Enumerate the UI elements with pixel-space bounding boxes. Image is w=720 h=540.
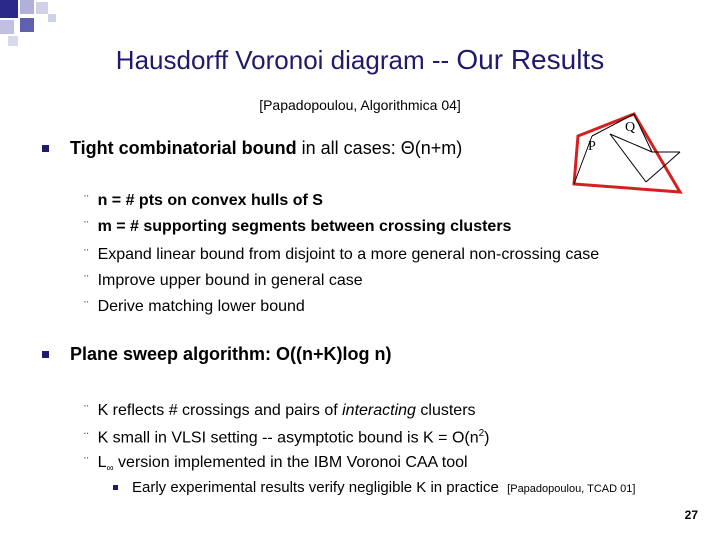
corner-square xyxy=(20,18,34,32)
bullet-square xyxy=(42,145,49,152)
sub-item: ¨ Derive matching lower bound xyxy=(84,298,305,315)
corner-square xyxy=(0,20,14,34)
sub-item: ¨ m = # supporting segments between crossing clusters xyxy=(84,218,512,235)
bullet-square xyxy=(42,351,49,358)
title-highlight: Our Results xyxy=(456,44,605,75)
figure-edge xyxy=(646,152,680,182)
sub-item: ¨ K small in VLSI setting -- asymptotic bound is $K = O(n^2)$ xyxy=(84,428,490,447)
sub-sub-item: Early experimental results verify negligible K in practice [Papadopoulou, TCAD 01] xyxy=(132,479,636,496)
label-p: P xyxy=(588,139,596,154)
corner-square xyxy=(36,2,48,14)
page-number: 27 xyxy=(684,508,698,522)
bullet-square-small xyxy=(113,485,118,490)
corner-square xyxy=(48,14,56,22)
bullet-1 xyxy=(70,138,462,159)
citation: [Papadopoulou, Algorithmica 04] xyxy=(259,97,461,113)
sub-item: ¨ Expand linear bound from disjoint to a more general non-crossing case xyxy=(84,246,600,263)
bullet-2: Plane sweep algorithm: O((n+K)log n) xyxy=(70,344,392,364)
sub-item: ¨ $L_\infty$ version implemented in the IBM Voronoi CAA tool xyxy=(84,454,468,475)
title-main: Hausdorff Voronoi diagram -- xyxy=(115,45,457,75)
bullet-1-rest: in all cases: Θ(n+m) xyxy=(296,138,463,158)
label-q: Q xyxy=(625,120,636,135)
figure-edge xyxy=(634,114,652,152)
hausdorff-figure xyxy=(570,112,688,200)
bullet-1-bold: Tight combinatorial bound xyxy=(70,138,297,158)
slide-title xyxy=(0,44,720,76)
sub-item: ¨ Improve upper bound in general case xyxy=(84,272,363,289)
sub-item: ¨ K reflects # crossings and pairs of interacting clusters xyxy=(84,402,476,419)
corner-square xyxy=(0,0,18,18)
corner-square xyxy=(20,0,34,14)
sub-item: ¨ n = # pts on convex hulls of S xyxy=(84,192,323,209)
